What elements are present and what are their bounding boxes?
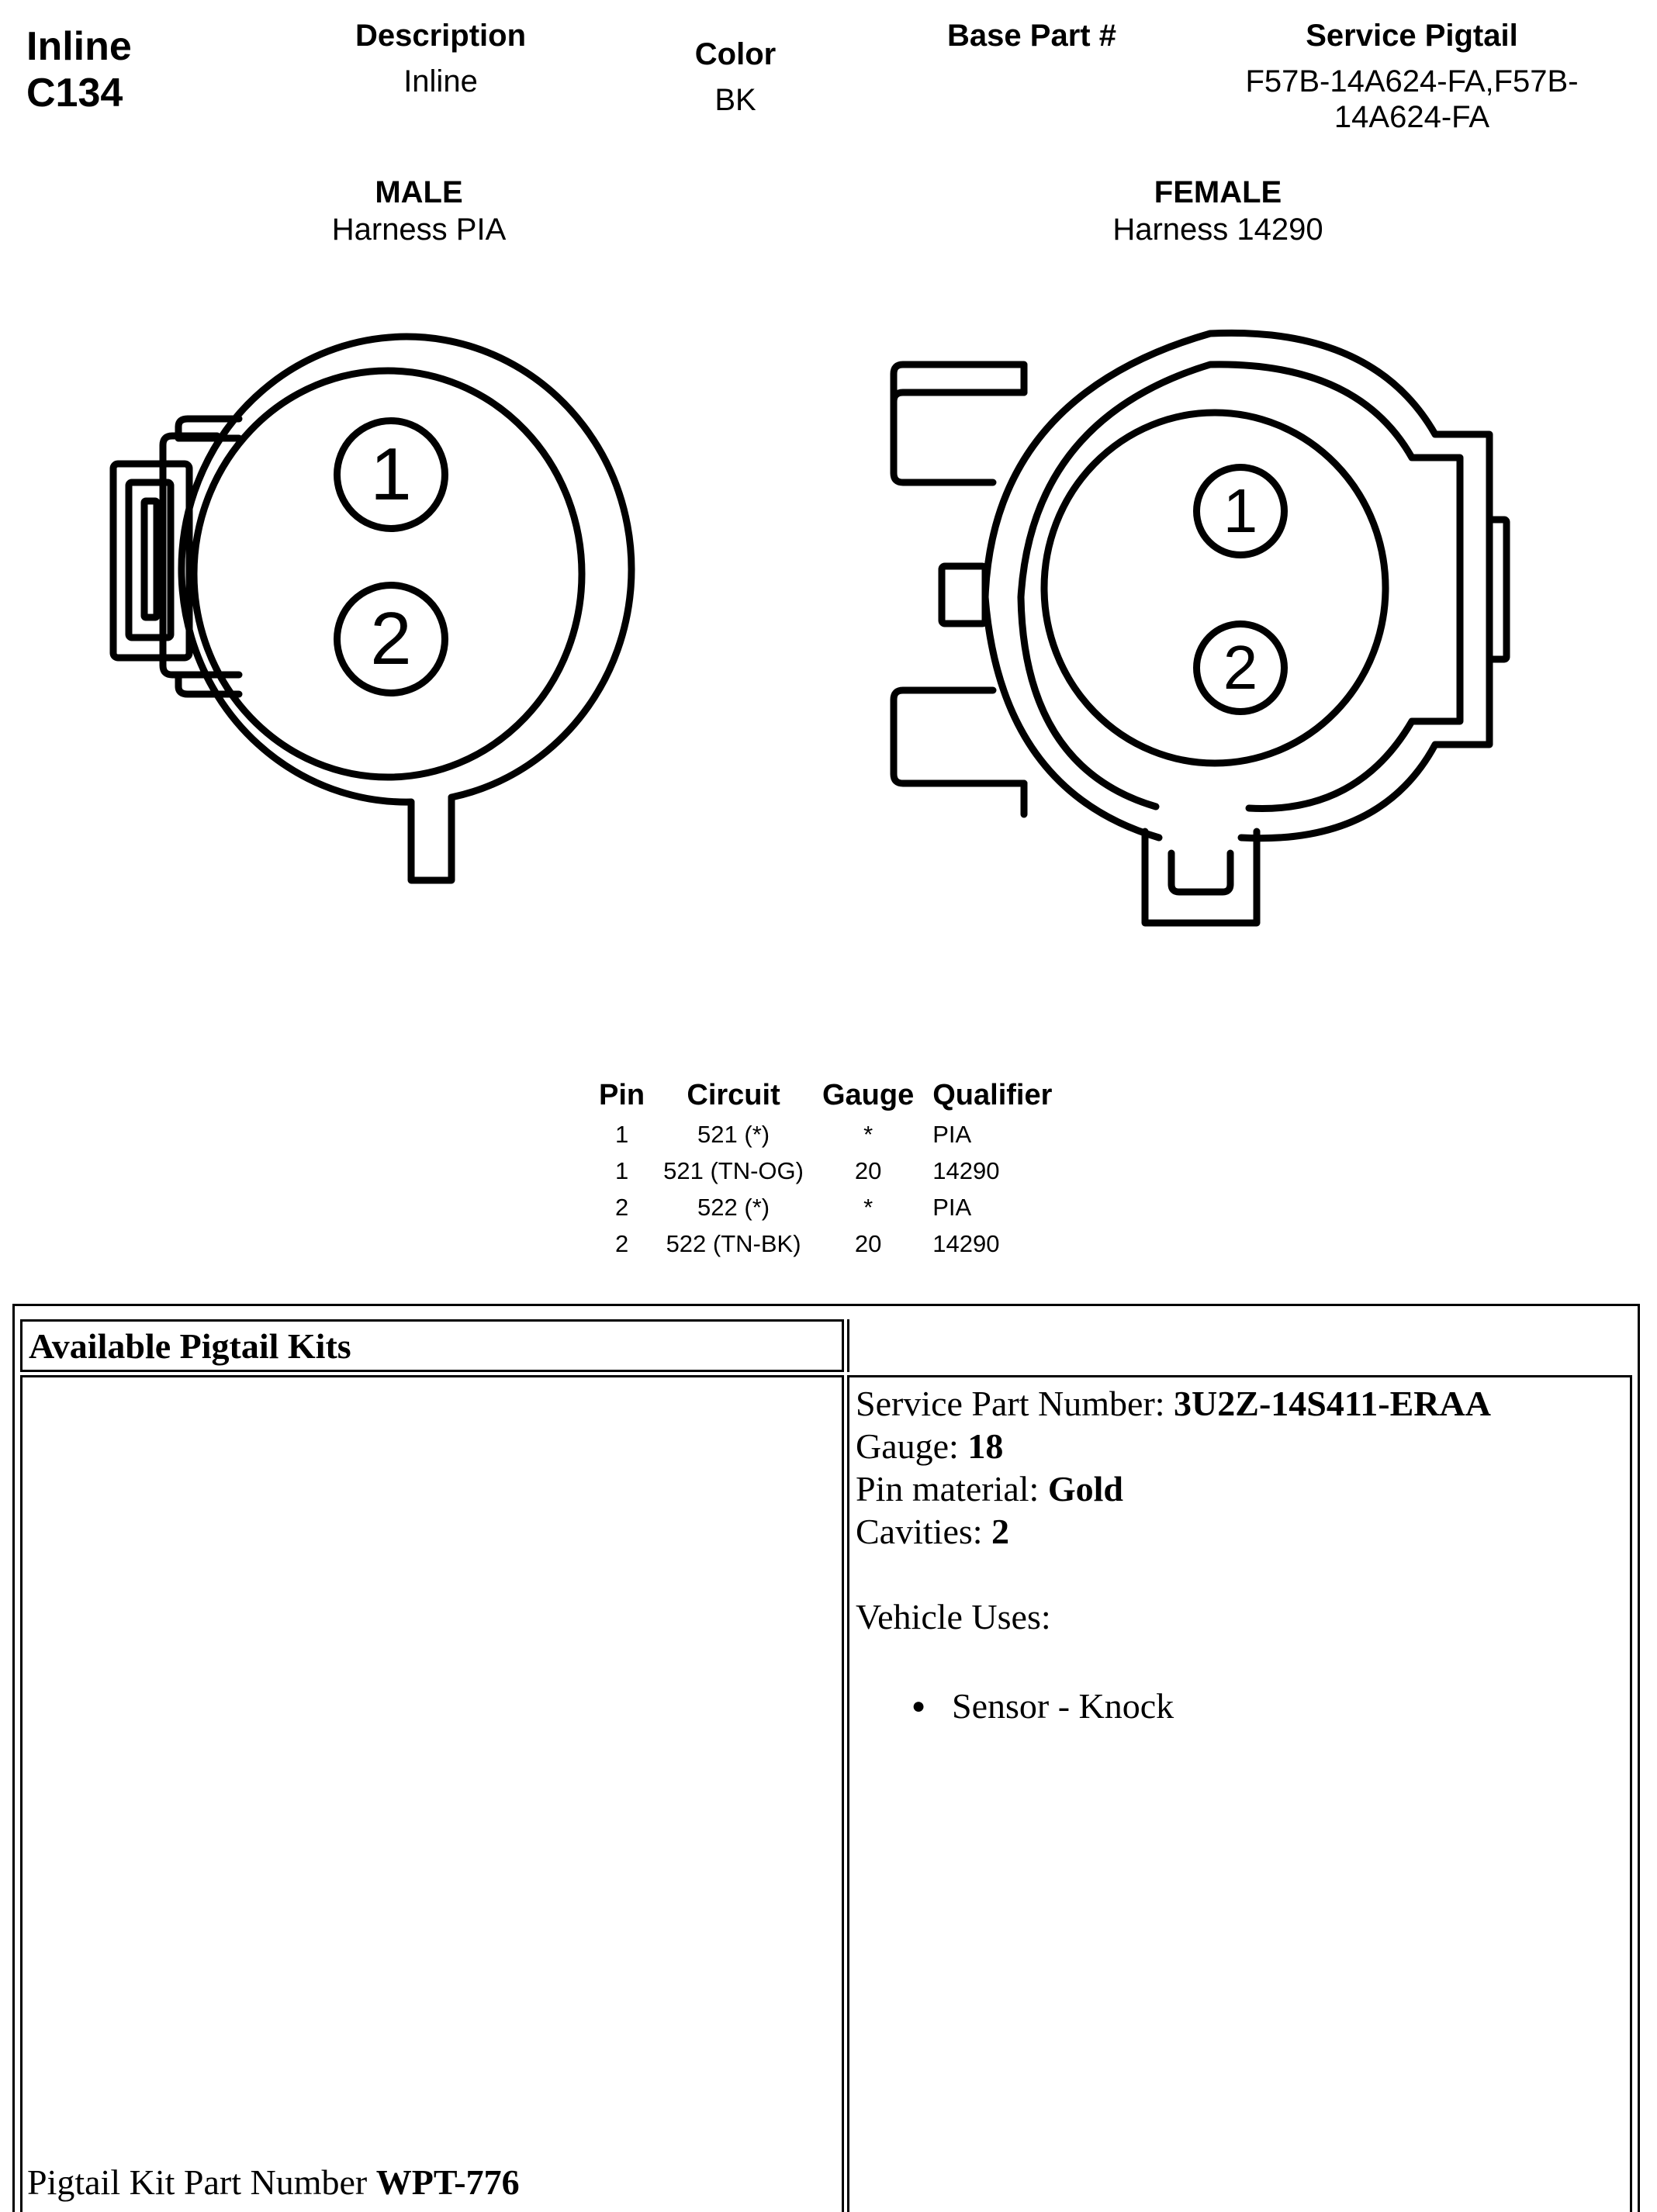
male-pin-1 <box>334 417 448 532</box>
female-gender-label: FEMALE <box>1154 175 1282 209</box>
pigtail-kit-specs <box>856 1382 1624 1728</box>
connector-title-line2: C134 <box>26 71 123 116</box>
circuit-column-header: Circuit <box>687 1078 780 1111</box>
connector-title <box>26 23 132 116</box>
male-pin-1-label: 1 <box>370 433 412 516</box>
vehicle-use-label: Sensor - Knock <box>952 1686 1174 1726</box>
gauge-cell: 20 <box>854 1229 882 1257</box>
qualifier-cell: 14290 <box>932 1229 1000 1257</box>
gauge-value: 18 <box>967 1426 1004 1466</box>
description-label: Description <box>355 19 527 53</box>
female-connector-diagram <box>877 310 1513 946</box>
gauge-column-header: Gauge <box>822 1078 915 1111</box>
qualifier-cell: PIA <box>932 1120 972 1148</box>
male-pin-2-label: 2 <box>370 597 412 680</box>
cavities-value: 2 <box>991 1512 1010 1551</box>
circuit-cell: 521 (*) <box>697 1120 770 1148</box>
list-item <box>856 1685 1624 1728</box>
pigtail-kits-title-cell <box>20 1319 844 1372</box>
cavities-label: Cavities: <box>856 1512 992 1551</box>
pin-material-value: Gold <box>1047 1469 1123 1509</box>
male-harness-label: Harness PIA <box>331 213 507 247</box>
service-part-label: Service Part Number: <box>856 1384 1174 1423</box>
gauge-label: Gauge: <box>856 1426 968 1466</box>
service-pigtail-line2: 14A624-FA <box>1334 100 1490 134</box>
table-row <box>590 1116 1061 1153</box>
kit-part-label: Pigtail Kit Part Number <box>27 2162 376 2202</box>
female-harness-label: Harness 14290 <box>1112 213 1323 247</box>
bullet-icon: ● <box>912 1693 926 1719</box>
pin-cell: 1 <box>614 1120 629 1148</box>
circuit-cell: 521 (TN-OG) <box>663 1156 804 1184</box>
pin-table-header-row <box>590 1074 1061 1116</box>
pin-cell: 2 <box>614 1229 629 1257</box>
pigtail-kits-right-header-cell <box>847 1319 1632 1372</box>
pin-circuit-table <box>590 1074 1061 1262</box>
female-pin-2 <box>1193 620 1288 715</box>
qualifier-cell: PIA <box>932 1193 972 1221</box>
male-pin-2 <box>334 582 448 696</box>
color-label: Color <box>694 37 777 71</box>
kit-part-value: WPT-776 <box>375 2162 520 2202</box>
female-pin-1-label: 1 <box>1223 476 1258 545</box>
color-value: BK <box>714 83 756 117</box>
qualifier-column-header: Qualifier <box>932 1078 1053 1111</box>
service-pigtail-line1: F57B-14A624-FA,F57B- <box>1245 64 1579 99</box>
table-row <box>590 1225 1061 1262</box>
gauge-cell: 20 <box>854 1156 882 1184</box>
vehicle-uses-list <box>856 1685 1624 1728</box>
table-row <box>590 1189 1061 1225</box>
service-part-value: 3U2Z-14S411-ERAA <box>1174 1384 1491 1423</box>
female-pin-1 <box>1193 464 1288 558</box>
connector-title-line1: Inline <box>26 24 132 69</box>
pin-material-label: Pin material: <box>856 1469 1048 1509</box>
pin-cell: 1 <box>614 1156 629 1184</box>
base-part-label: Base Part # <box>947 19 1116 53</box>
pin-material-spec <box>856 1467 1624 1510</box>
gauge-cell: * <box>863 1120 873 1148</box>
female-pin-2-label: 2 <box>1223 633 1258 702</box>
service-pigtail-label: Service Pigtail <box>1306 19 1518 53</box>
table-row <box>590 1153 1061 1189</box>
service-pigtail-value <box>1210 64 1614 135</box>
circuit-cell: 522 (*) <box>697 1193 770 1221</box>
pin-cell: 2 <box>614 1193 629 1221</box>
vehicle-uses-label: Vehicle Uses: <box>856 1597 1051 1637</box>
gauge-spec <box>856 1425 1624 1467</box>
cavities-spec <box>856 1510 1624 1553</box>
pigtail-kit-part-number <box>27 2161 520 2204</box>
circuit-cell: 522 (TN-BK) <box>666 1229 801 1257</box>
description-value: Inline <box>403 64 478 99</box>
gauge-cell: * <box>863 1193 873 1221</box>
pigtail-kit-image-cell <box>20 1375 844 2212</box>
pigtail-kit-details-cell <box>847 1375 1632 2212</box>
service-part-number <box>856 1382 1624 1425</box>
qualifier-cell: 14290 <box>932 1156 1000 1184</box>
pigtail-kits-title: Available Pigtail Kits <box>29 1326 351 1366</box>
male-gender-label: MALE <box>375 175 463 209</box>
pin-column-header: Pin <box>599 1078 645 1111</box>
